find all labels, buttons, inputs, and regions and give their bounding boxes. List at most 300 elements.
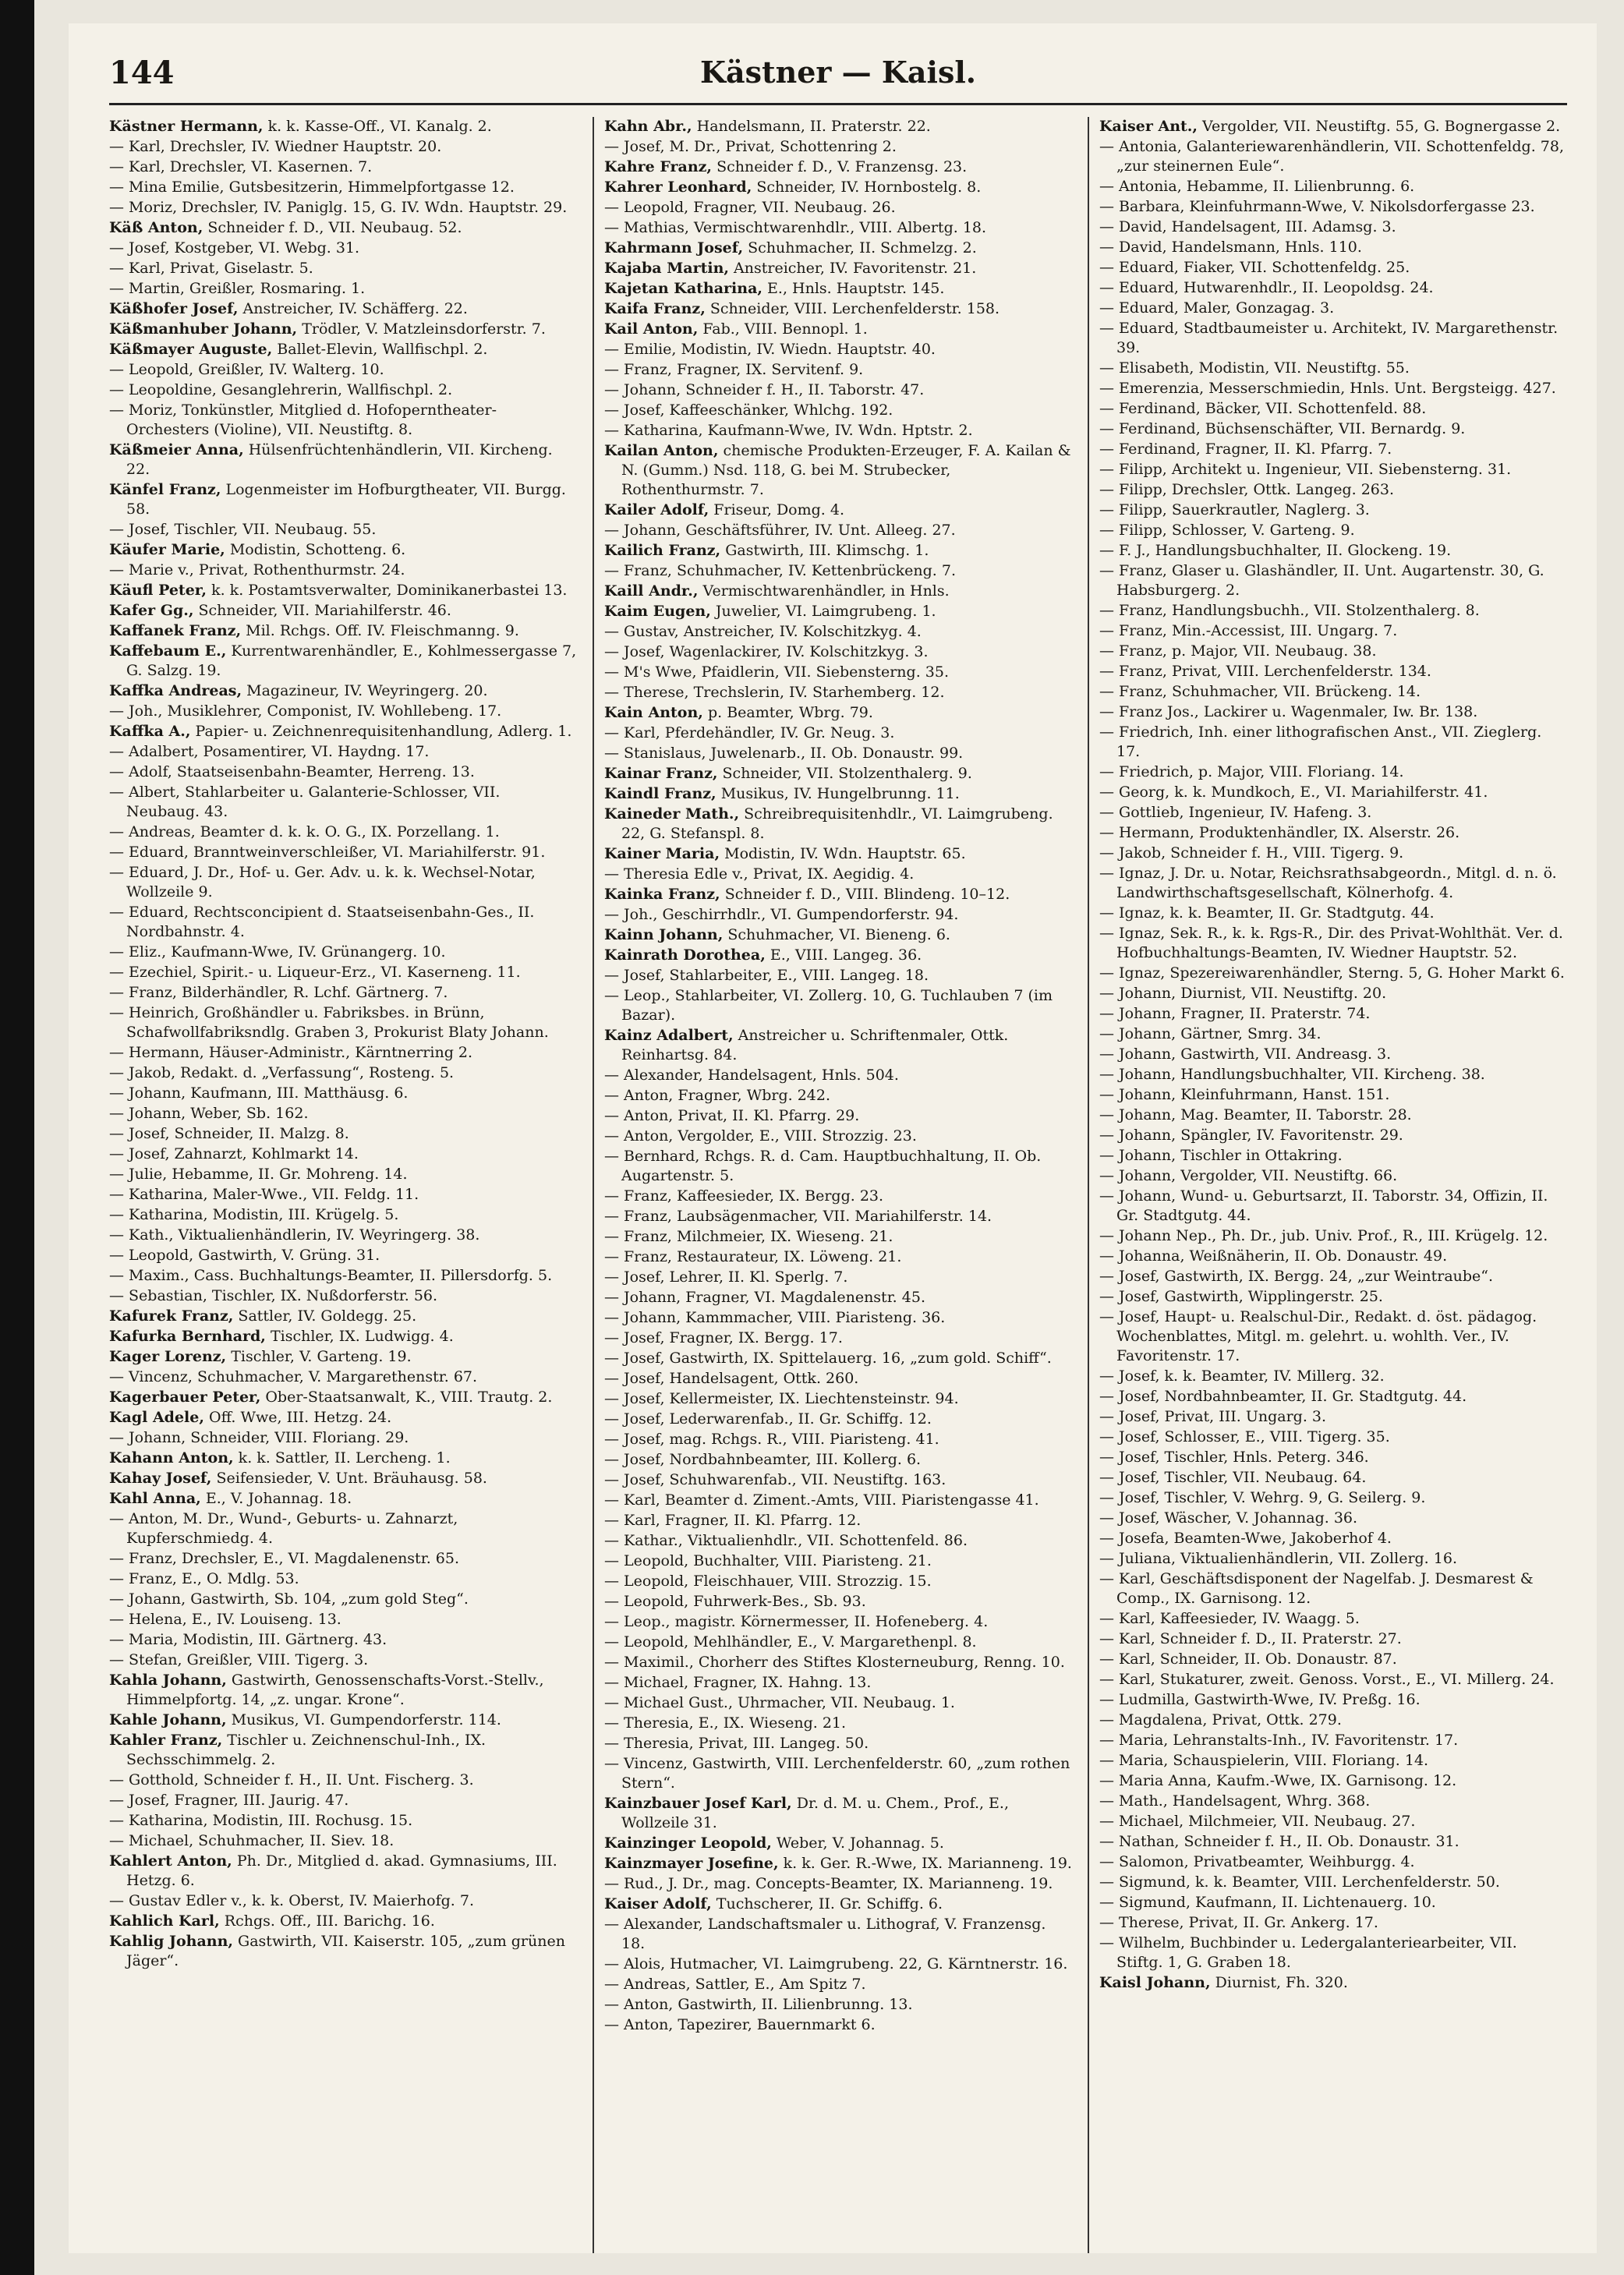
entry-details: — Maria, Schauspielerin, VIII. Floriang. 14. <box>1099 1752 1429 1769</box>
entry-surname: Kagerbauer Peter, <box>109 1389 261 1406</box>
entry-details: — Karl, Stukaturer, zweit. Genoss. Vorst., E., VI. Millerg. 24. <box>1099 1671 1555 1688</box>
directory-entry <box>1099 1569 1567 1608</box>
entry-details: — Ignaz, J. Dr. u. Notar, Reichsrathsabgeordn., Mitgl. d. n. ö. Landwirthschaftsgesellschaft, Kölnerhofg. 4. <box>1099 865 1557 901</box>
directory-entry <box>1099 359 1567 378</box>
directory-entry <box>604 1633 1072 1652</box>
directory-entry <box>604 239 1072 258</box>
directory-entry <box>1099 117 1567 136</box>
directory-entry <box>1099 1751 1567 1771</box>
directory-entry <box>604 1430 1072 1449</box>
directory-entry <box>109 279 577 299</box>
entry-details: — Karl, Schneider f. D., II. Praterstr. 27. <box>1099 1630 1402 1647</box>
directory-entry <box>604 1247 1072 1267</box>
directory-entry <box>604 663 1072 682</box>
entry-details: — Franz, Drechsler, E., VI. Magdalenenstr. 65. <box>109 1550 459 1567</box>
directory-entry <box>1099 844 1567 863</box>
directory-entry <box>1099 762 1567 782</box>
directory-entry <box>604 178 1072 197</box>
entry-details: — Gustav Edler v., k. k. Oberst, IV. Maierhofg. 7. <box>109 1892 474 1909</box>
directory-entry <box>109 742 577 762</box>
directory-entry <box>109 1327 577 1346</box>
directory-entry <box>604 764 1072 784</box>
entry-details: — Johann, Kaufmann, III. Matthäusg. 6. <box>109 1084 409 1102</box>
entry-surname: Kahn Abr., <box>604 118 692 135</box>
entry-details: — Maria Anna, Kaufm.-Wwe, IX. Garnisong. 12. <box>1099 1772 1457 1789</box>
entry-details: — Franz, Kaffeesieder, IX. Bergg. 23. <box>604 1187 884 1205</box>
entry-details: — Leopold, Fragner, VII. Neubaug. 26. <box>604 199 896 216</box>
entry-details: Schuhmacher, VI. Bieneng. 6. <box>723 926 950 943</box>
entry-details: — Leopold, Greißler, IV. Walterg. 10. <box>109 361 384 378</box>
entry-details: — Elisabeth, Modistin, VII. Neustiftg. 55. <box>1099 359 1410 377</box>
entry-details: — Moriz, Tonkünstler, Mitglied d. Hofoperntheater-Orchesters (Violine), VII. Neustiftg. 8. <box>109 402 497 438</box>
entry-details: — Josef, Fragner, III. Jaurig. 47. <box>109 1792 349 1809</box>
entry-details: Dr. d. M. u. Chem., Prof., E., Wollzeile 31. <box>621 1795 1010 1831</box>
entry-details: Gastwirth, Genossenschafts-Vorst.-Stellv., Himmelpfortg. 14, „z. ungar. Krone“. <box>126 1672 544 1708</box>
directory-entry <box>109 1388 577 1407</box>
entry-details: — Leopold, Buchhalter, VIII. Piaristeng. 21. <box>604 1552 932 1569</box>
entry-details: — Michael Gust., Uhrmacher, VII. Neubaug. 1. <box>604 1694 955 1711</box>
entry-surname: Kafurka Bernhard, <box>109 1328 266 1345</box>
entry-details: — Ferdinand, Fragner, II. Kl. Pfarrg. 7. <box>1099 440 1392 458</box>
directory-entry <box>1099 1045 1567 1064</box>
directory-entry <box>1099 1509 1567 1528</box>
entry-details: — Martin, Greißler, Rosmaring. 1. <box>109 280 366 297</box>
entry-details: — Sebastian, Tischler, IX. Nußdorferstr. 56. <box>109 1287 438 1304</box>
directory-entry <box>604 1734 1072 1753</box>
directory-entry <box>604 501 1072 520</box>
directory-entry <box>604 1308 1072 1328</box>
entry-details: — Anton, M. Dr., Wund-, Geburts- u. Zahnarzt, Kupferschmiedg. 4. <box>109 1510 458 1547</box>
directory-entry <box>604 1329 1072 1348</box>
directory-entry <box>109 1932 577 1971</box>
entry-details: Musikus, IV. Hungelbrunng. 11. <box>716 785 960 802</box>
entry-details: — Karl, Schneider, II. Ob. Donaustr. 87. <box>1099 1651 1397 1668</box>
directory-entry <box>1099 460 1567 479</box>
directory-entry <box>604 1470 1072 1490</box>
directory-entry <box>604 1349 1072 1368</box>
entry-details: Weber, V. Johannag. 5. <box>771 1835 944 1852</box>
directory-entry <box>1099 1166 1567 1186</box>
directory-entry <box>109 1165 577 1184</box>
directory-entry <box>604 1106 1072 1126</box>
directory-entry <box>1099 440 1567 459</box>
directory-entry <box>1099 1529 1567 1548</box>
entry-details: — Filipp, Schlosser, V. Garteng. 9. <box>1099 522 1355 539</box>
directory-entry <box>109 1831 577 1851</box>
directory-entry <box>604 905 1072 925</box>
entry-details: — Josef, mag. Rchgs. R., VIII. Piaristeng. 41. <box>604 1431 939 1448</box>
entry-details: Schneider, VII. Mariahilferstr. 46. <box>193 602 451 619</box>
entry-details: Diurnist, Fh. 320. <box>1210 1974 1348 1991</box>
entry-details: — Joh., Geschirrhdlr., VI. Gumpendorferstr. 94. <box>604 906 959 923</box>
entry-details: — Stanislaus, Juwelenarb., II. Ob. Donaustr. 99. <box>604 745 964 762</box>
directory-entry <box>1099 1247 1567 1266</box>
directory-entry <box>109 1367 577 1387</box>
entry-details: — Hermann, Produktenhändler, IX. Alserstr. 26. <box>1099 824 1460 841</box>
entry-details: — Josef, Kellermeister, IX. Liechtensteinstr. 94. <box>604 1390 959 1407</box>
directory-entry <box>109 681 577 701</box>
directory-entry <box>1099 1488 1567 1508</box>
directory-entry <box>109 722 577 741</box>
entry-details: Sattler, IV. Goldegg. 25. <box>233 1307 417 1325</box>
entry-details: — Josef, Tischler, Hnls. Peterg. 346. <box>1099 1449 1369 1466</box>
entry-details: — Johann, Geschäftsführer, IV. Unt. Alleeg. 27. <box>604 522 956 539</box>
entry-details: — Gotthold, Schneider f. H., II. Unt. Fischerg. 3. <box>109 1771 474 1789</box>
entry-details: — Emerenzia, Messerschmiedin, Hnls. Unt. Bergsteigg. 427. <box>1099 380 1556 397</box>
entry-details: — Josef, Nordbahnbeamter, II. Gr. Stadtgutg. 44. <box>1099 1388 1467 1405</box>
entry-surname: Kahre Franz, <box>604 158 713 175</box>
directory-entry <box>604 1491 1072 1510</box>
directory-entry <box>1099 682 1567 702</box>
entry-surname: Käßhofer Josef, <box>109 300 239 317</box>
directory-entry <box>604 784 1072 804</box>
entry-details: — Josef, k. k. Beamter, IV. Millerg. 32. <box>1099 1367 1385 1385</box>
directory-entry <box>604 1450 1072 1470</box>
directory-entry <box>1099 561 1567 600</box>
directory-entry <box>109 340 577 359</box>
entry-details: Logenmeister im Hofburgtheater, VII. Burgg. 58. <box>126 481 566 518</box>
directory-entry <box>1099 984 1567 1003</box>
entry-details: — Josef, Schuhwarenfab., VII. Neustiftg. 163. <box>604 1471 946 1488</box>
entry-details: — Josef, Privat, III. Ungarg. 3. <box>1099 1408 1327 1425</box>
entry-details: chemische Produkten-Erzeuger, F. A. Kailan & N. (Gumm.) Nsd. 118, G. bei M. Strubecker, Rothenthurmstr. 7. <box>621 442 1071 498</box>
directory-entry <box>604 279 1072 299</box>
directory-entry <box>1099 662 1567 681</box>
entry-details: — Eduard, Rechtsconcipient d. Staatseisenbahn-Ges., II. Nordbahnstr. 4. <box>109 904 535 940</box>
directory-entry <box>109 903 577 942</box>
entry-details: — Hermann, Häuser-Administr., Kärntnerring 2. <box>109 1044 473 1061</box>
entry-details: — Emilie, Modistin, IV. Wiedn. Hauptstr. 40. <box>604 341 936 358</box>
entry-details: — Juliana, Viktualienhändlerin, VII. Zollerg. 16. <box>1099 1550 1457 1567</box>
directory-entry <box>604 1995 1072 2015</box>
entry-surname: Kaindl Franz, <box>604 785 716 802</box>
directory-entry <box>604 865 1072 884</box>
entry-surname: Kaffka Andreas, <box>109 682 242 699</box>
entry-details: Gastwirth, III. Klimschg. 1. <box>720 542 929 559</box>
entry-details: Hülsenfrüchtenhändlerin, VII. Kircheng. 22. <box>126 441 553 478</box>
entry-details: — Ferdinand, Bäcker, VII. Schottenfeld. 88. <box>1099 400 1427 417</box>
entry-details: — Anton, Fragner, Wbrg. 242. <box>604 1087 831 1104</box>
entry-details: Schneider, VII. Stolzenthalerg. 9. <box>717 765 972 782</box>
directory-entry <box>1099 379 1567 398</box>
entry-details: — Kath., Viktualienhändlerin, IV. Weyringerg. 38. <box>109 1226 480 1244</box>
entry-details: — Josef, Kaffeeschänker, Whlchg. 192. <box>604 402 893 419</box>
directory-entry <box>109 1731 577 1770</box>
entry-details: — Ignaz, Spezereiwarenhändler, Sterng. 5, G. Hoher Markt 6. <box>1099 964 1565 982</box>
entry-details: Schneider f. D., VIII. Blindeng. 10–12. <box>720 886 1010 903</box>
entry-details: — F. J., Handlungsbuchhalter, II. Glockeng. 19. <box>1099 542 1452 559</box>
entry-details: — Franz, E., O. Mdlg. 53. <box>109 1570 299 1587</box>
directory-entry <box>109 1003 577 1042</box>
directory-entry <box>604 1227 1072 1247</box>
entry-surname: Kain Anton, <box>604 704 703 721</box>
directory-entry <box>109 1630 577 1650</box>
entry-details: — Eduard, Fiaker, VII. Schottenfeldg. 25. <box>1099 259 1410 276</box>
entry-surname: Kailer Adolf, <box>604 501 709 518</box>
directory-entry <box>1099 1650 1567 1669</box>
directory-entry <box>109 1469 577 1488</box>
entry-details: — Karl, Pferdehändler, IV. Gr. Neug. 3. <box>604 724 895 741</box>
entry-details: Seifensieder, V. Unt. Bräuhausg. 58. <box>211 1470 487 1487</box>
entry-details: — Theresia, E., IX. Wieseng. 21. <box>604 1714 847 1732</box>
entry-details: — Stefan, Greißler, VIII. Tigerg. 3. <box>109 1651 369 1668</box>
entry-details: — Eduard, Branntweinverschleißer, VI. Mariahilferstr. 91. <box>109 844 546 861</box>
entry-surname: Käß Anton, <box>109 219 203 236</box>
entry-details: Modistin, IV. Wdn. Hauptstr. 65. <box>720 845 966 862</box>
directory-entry <box>109 1449 577 1468</box>
entry-surname: Kahl Anna, <box>109 1490 201 1507</box>
entry-details: — Michael, Milchmeier, VII. Neubaug. 27. <box>1099 1813 1416 1830</box>
entry-details: — Jakob, Schneider f. H., VIII. Tigerg. 9. <box>1099 844 1404 862</box>
directory-entry <box>109 1145 577 1164</box>
entry-details: — Leopold, Mehlhändler, E., V. Margarethenpl. 8. <box>604 1633 977 1651</box>
directory-entry <box>109 1205 577 1225</box>
entry-details: Schneider, VIII. Lerchenfelderstr. 158. <box>705 300 1000 317</box>
entry-details: — Josef, Lederwarenfab., II. Gr. Schiffg. 12. <box>604 1410 932 1428</box>
directory-entry <box>109 1185 577 1205</box>
directory-entry <box>109 401 577 440</box>
entry-details: — Johann, Wund- u. Geburtsarzt, II. Taborstr. 34, Offizin, II. Gr. Stadtgutg. 44. <box>1099 1187 1548 1224</box>
directory-entry <box>1099 823 1567 843</box>
page-number: 144 <box>109 55 175 91</box>
entry-details: — Andreas, Beamter d. k. k. O. G., IX. Porzellang. 1. <box>109 823 500 840</box>
entry-details: — Karl, Fragner, II. Kl. Pfarrg. 12. <box>604 1512 862 1529</box>
entry-details: Tischler, V. Garteng. 19. <box>226 1348 412 1365</box>
entry-details: Tischler, IX. Ludwigg. 4. <box>265 1328 454 1345</box>
entry-surname: Kahlich Karl, <box>109 1912 220 1930</box>
column-1 <box>109 117 577 2253</box>
entry-surname: Kailan Anton, <box>604 442 719 459</box>
directory-entry <box>604 1187 1072 1206</box>
entry-details: Vermischtwarenhändler, in Hnls. <box>698 582 950 600</box>
entry-details: — Josef, Fragner, IX. Bergg. 17. <box>604 1329 843 1346</box>
entry-details: — David, Handelsagent, III. Adamsg. 3. <box>1099 218 1396 235</box>
directory-entry <box>604 340 1072 359</box>
directory-entry <box>109 320 577 339</box>
entry-details: — Barbara, Kleinfuhrmann-Wwe, V. Nikolsdorfergasse 23. <box>1099 198 1535 215</box>
entry-details: — Josef, Stahlarbeiter, E., VIII. Langeg. 18. <box>604 967 929 984</box>
entry-details: — Karl, Drechsler, IV. Wiedner Hauptstr. 20. <box>109 138 442 155</box>
entry-details: — Josef, Schneider, II. Malzg. 8. <box>109 1125 349 1142</box>
entry-details: — Math., Handelsagent, Whrg. 368. <box>1099 1792 1371 1810</box>
directory-entry <box>1099 238 1567 257</box>
directory-entry <box>109 762 577 782</box>
entry-details: — Johann, Gärtner, Smrg. 34. <box>1099 1025 1321 1042</box>
directory-entry <box>1099 1126 1567 1145</box>
entry-details: Schuhmacher, II. Schmelzg. 2. <box>743 239 977 257</box>
directory-entry <box>109 1408 577 1428</box>
entry-details: — Ezechiel, Spirit.- u. Liqueur-Erz., VI. Kaserneng. 11. <box>109 964 521 981</box>
directory-entry <box>1099 399 1567 419</box>
entry-details: — Johann, Gastwirth, Sb. 104, „zum gold Steg“. <box>109 1590 469 1608</box>
entry-surname: Käßmanhuber Johann, <box>109 320 298 338</box>
directory-entry <box>109 1671 577 1710</box>
entry-details: — Karl, Geschäftsdisponent der Nagelfab. J. Desmarest & Comp., IX. Garnisong. 12. <box>1099 1570 1534 1607</box>
directory-entry <box>604 1754 1072 1793</box>
entry-details: — Johann, Weber, Sb. 162. <box>109 1105 309 1122</box>
directory-entry <box>1099 924 1567 963</box>
entry-details: — Adolf, Staatseisenbahn-Beamter, Herreng. 13. <box>109 763 475 780</box>
directory-entry <box>109 581 577 600</box>
directory-entry <box>1099 177 1567 196</box>
entry-details: — Johann, Kammmacher, VIII. Piaristeng. 36. <box>604 1309 946 1326</box>
directory-entry <box>109 1428 577 1448</box>
directory-entry <box>109 1610 577 1629</box>
column-divider <box>1088 117 1089 2253</box>
entry-details: — David, Handelsmann, Hnls. 110. <box>1099 239 1362 256</box>
directory-entry <box>604 966 1072 985</box>
entry-details: Schreibrequisitenhdlr., VI. Laimgrubeng. 22, G. Stefanspl. 8. <box>621 805 1053 842</box>
entry-details: E., Hnls. Hauptstr. 145. <box>762 280 945 297</box>
entry-details: — Eduard, Hutwarenhdlr., II. Leopoldsg. 24. <box>1099 279 1434 296</box>
directory-entry <box>604 1026 1072 1065</box>
entry-surname: Käßmeier Anna, <box>109 441 244 458</box>
entry-details: — Helena, E., IV. Louiseng. 13. <box>109 1611 341 1628</box>
entry-details: — Josef, Wagenlackirer, IV. Kolschitzkyg. 3. <box>604 643 929 660</box>
directory-entry <box>1099 1448 1567 1467</box>
entry-details: — Filipp, Drechsler, Ottk. Langeg. 263. <box>1099 481 1395 498</box>
entry-details: — Alois, Hutmacher, VI. Laimgrubeng. 22, G. Kärntnerstr. 16. <box>604 1955 1068 1972</box>
entry-details: — Mathias, Vermischtwarenhdlr., VIII. Albertg. 18. <box>604 219 987 236</box>
entry-details: — Franz, Fragner, IX. Servitenf. 9. <box>604 361 864 378</box>
directory-entry <box>604 2015 1072 2035</box>
directory-entry <box>109 259 577 278</box>
directory-entry <box>1099 1187 1567 1226</box>
entry-details: — Heinrich, Großhändler u. Fabriksbes. in Brünn, Schafwollfabriksndlg. Graben 3, Prokurist Blaty Johann. <box>109 1004 549 1041</box>
entry-details: — Adalbert, Posamentirer, VI. Haydng. 17. <box>109 743 430 760</box>
directory-entry <box>109 198 577 218</box>
directory-entry <box>109 1063 577 1083</box>
directory-entry <box>1099 642 1567 661</box>
directory-entry <box>1099 299 1567 318</box>
entry-details: — Bernhard, Rchgs. R. d. Cam. Hauptbuchhaltung, II. Ob. Augartenstr. 5. <box>604 1148 1042 1184</box>
entry-details: Friseur, Domg. 4. <box>709 501 845 518</box>
entry-details: Schneider f. D., V. Franzensg. 23. <box>712 158 968 175</box>
entry-details: — Eduard, Stadtbaumeister u. Architekt, IV. Margarethenstr. 39. <box>1099 320 1559 356</box>
directory-entry <box>109 1286 577 1306</box>
entry-surname: Kahrer Leonhard, <box>604 179 752 196</box>
entry-details: — Johann Nep., Ph. Dr., jub. Univ. Prof., R., III. Krügelg. 12. <box>1099 1227 1548 1244</box>
directory-entry <box>109 117 577 136</box>
directory-entry <box>604 157 1072 177</box>
entry-surname: Kager Lorenz, <box>109 1348 227 1365</box>
directory-entry <box>109 360 577 380</box>
entry-details: — Gottlieb, Ingenieur, IV. Hafeng. 3. <box>1099 804 1372 821</box>
directory-entry <box>604 1551 1072 1571</box>
directory-entry <box>604 1572 1072 1591</box>
entry-details: — Leop., Stahlarbeiter, VI. Zollerg. 10, G. Tuchlauben 7 (im Bazar). <box>604 987 1053 1024</box>
entry-details: — Eduard, J. Dr., Hof- u. Ger. Adv. u. k. k. Wechsel-Notar, Wollzeile 9. <box>109 864 536 900</box>
entry-details: Mil. Rchgs. Off. IV. Fleischmanng. 9. <box>241 622 519 639</box>
entry-details: — Joh., Musiklehrer, Componist, IV. Wohllebeng. 17. <box>109 702 502 720</box>
directory-entry <box>1099 319 1567 358</box>
entry-surname: Kailich Franz, <box>604 542 721 559</box>
directory-entry <box>604 137 1072 157</box>
directory-entry <box>109 1852 577 1891</box>
directory-entry <box>604 1794 1072 1833</box>
directory-entry <box>604 541 1072 561</box>
entry-details: — Johann, Mag. Beamter, II. Taborstr. 28. <box>1099 1106 1412 1123</box>
directory-entry <box>1099 1792 1567 1811</box>
directory-entry <box>109 983 577 1003</box>
directory-entry <box>604 1915 1072 1954</box>
directory-entry <box>1099 258 1567 278</box>
directory-entry <box>604 521 1072 540</box>
entry-details: — Josef, Haupt- u. Realschul-Dir., Redakt. d. öst. pädagog. Wochenblattes, Mitgl. m. gelehrt. u. wohlth. Ver., IV. Favoritenstr. 17. <box>1099 1308 1537 1364</box>
entry-surname: Kahlert Anton, <box>109 1852 232 1870</box>
directory-entry <box>604 117 1072 136</box>
directory-entry <box>109 480 577 519</box>
directory-entry <box>109 1124 577 1144</box>
directory-entry <box>604 805 1072 844</box>
entry-details: — Johanna, Weißnäherin, II. Ob. Donaustr. 49. <box>1099 1247 1448 1265</box>
entry-details: — Katharina, Kaufmann-Wwe, IV. Wdn. Hptstr. 2. <box>604 422 973 439</box>
entry-details: — Josef, Schlosser, E., VIII. Tigerg. 35. <box>1099 1428 1390 1445</box>
directory-entry <box>109 1104 577 1123</box>
entry-details: — Josef, Gastwirth, IX. Bergg. 24, „zur Weintraube“. <box>1099 1268 1494 1285</box>
directory-entry <box>109 540 577 560</box>
directory-entry <box>1099 1873 1567 1892</box>
directory-entry <box>109 561 577 580</box>
directory-entry <box>1099 1973 1567 1993</box>
directory-entry <box>604 1714 1072 1733</box>
directory-entry <box>604 1207 1072 1226</box>
entry-details: — Franz, Schuhmacher, IV. Kettenbrückeng. 7. <box>604 562 957 579</box>
entry-details: — Sigmund, Kaufmann, II. Lichtenauerg. 10. <box>1099 1894 1436 1911</box>
entry-details: — Josefa, Beamten-Wwe, Jakoberhof 4. <box>1099 1530 1392 1547</box>
directory-entry <box>109 823 577 842</box>
entry-details: — Franz, Handlungsbuchh., VII. Stolzenthalerg. 8. <box>1099 602 1480 619</box>
directory-entry <box>1099 803 1567 823</box>
entry-details: — Leopoldine, Gesanglehrerin, Wallfischpl. 2. <box>109 381 453 398</box>
directory-entry <box>1099 197 1567 217</box>
directory-entry <box>604 925 1072 945</box>
directory-entry <box>1099 1024 1567 1044</box>
directory-entry <box>604 401 1072 420</box>
entry-details: — Johann, Spängler, IV. Favoritenstr. 29. <box>1099 1127 1403 1144</box>
entry-surname: Kahrmann Josef, <box>604 239 744 257</box>
directory-entry <box>109 843 577 862</box>
entry-details: — Josef, Wäscher, V. Johannag. 36. <box>1099 1509 1358 1527</box>
entry-surname: Käßmayer Auguste, <box>109 341 273 358</box>
entry-details: — Johann, Gastwirth, VII. Andreasg. 3. <box>1099 1046 1392 1063</box>
entry-details: Musikus, VI. Gumpendorferstr. 114. <box>226 1711 501 1728</box>
entry-details: — Michael, Fragner, IX. Hahng. 13. <box>604 1674 872 1691</box>
entry-details: — Franz, Schuhmacher, VII. Brückeng. 14. <box>1099 683 1421 700</box>
directory-entry <box>109 601 577 621</box>
directory-entry <box>109 1711 577 1730</box>
entry-details: — Anton, Gastwirth, II. Lilienbrunng. 13. <box>604 1996 913 2013</box>
directory-entry <box>109 702 577 721</box>
column-divider <box>593 117 594 2253</box>
entry-details: — Anton, Privat, II. Kl. Pfarrg. 29. <box>604 1107 860 1124</box>
entry-surname: Kainar Franz, <box>604 765 718 782</box>
entry-details: Handelsmann, II. Praterstr. 22. <box>692 118 931 135</box>
entry-details: Modistin, Schotteng. 6. <box>225 541 406 558</box>
entry-surname: Kainrath Dorothea, <box>604 946 766 964</box>
directory-entry <box>1099 1913 1567 1933</box>
entry-details: — Josef, Kostgeber, VI. Webg. 31. <box>109 239 360 257</box>
entry-details: Juwelier, VI. Laimgrubeng. 1. <box>710 603 936 620</box>
entry-details: — Nathan, Schneider f. H., II. Ob. Donaustr. 31. <box>1099 1833 1459 1850</box>
entry-details: — Franz, Glaser u. Glashändler, II. Unt. Augartenstr. 30, G. Habsburgerg. 2. <box>1099 562 1544 599</box>
entry-surname: Kainka Franz, <box>604 886 720 903</box>
directory-entry <box>109 863 577 902</box>
directory-entry <box>604 299 1072 319</box>
entry-details: Papier- u. Zeichnenrequisitenhandlung, Adlerg. 1. <box>190 723 572 740</box>
entry-surname: Kaffebaum E., <box>109 642 227 660</box>
entry-surname: Kahann Anton, <box>109 1449 234 1467</box>
